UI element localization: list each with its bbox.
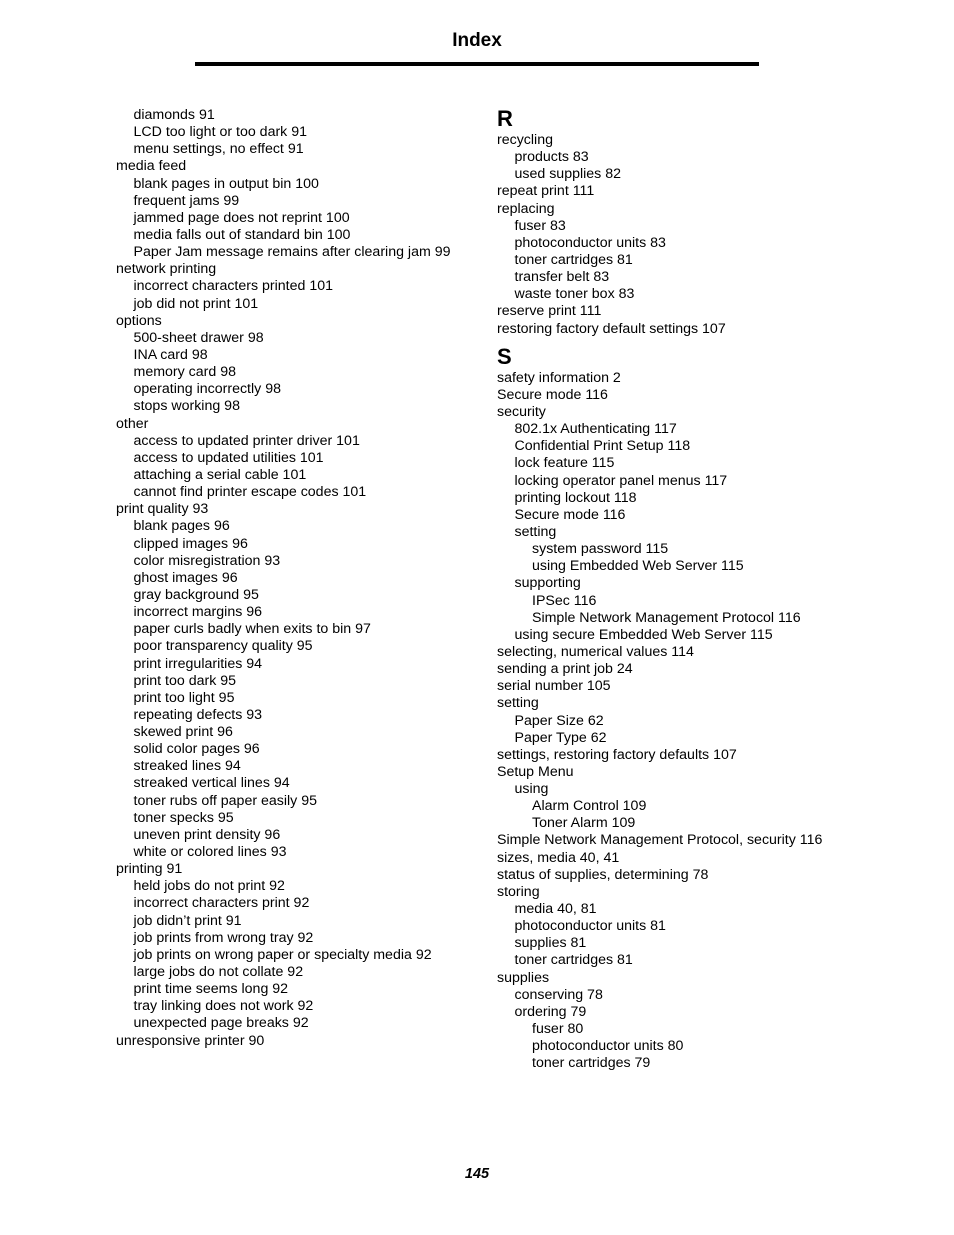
index-subentry: menu settings, no effect 91 (133, 141, 304, 158)
index-subentry: setting (514, 523, 557, 540)
index-subentry: toner rubs off paper easily 95 (133, 792, 318, 809)
index-entry: sizes, media 40, 41 (497, 849, 620, 866)
index-entry: Setup Menu (497, 763, 574, 780)
index-subentry: incorrect characters print 92 (133, 895, 310, 912)
index-entry: other (116, 415, 149, 432)
index-subentry: Paper Jam message remains after clearing jam 99 (133, 244, 451, 261)
index-subentry: toner cartridges 81 (514, 952, 633, 969)
index-subentry: diamonds 91 (133, 107, 215, 123)
index-subentry: using secure Embedded Web Server 115 (514, 626, 773, 643)
index-subentry: print too light 95 (133, 689, 235, 706)
index-subentry: used supplies 82 (514, 166, 621, 183)
index-subentry: tray linking does not work 92 (133, 998, 314, 1015)
index-entry: Secure mode 116 (497, 386, 608, 403)
index-subentry: Paper Type 62 (514, 729, 607, 746)
index-entry: Simple Network Management Protocol, security 116 (497, 832, 823, 849)
index-subentry: Confidential Print Setup 118 (514, 438, 691, 455)
page-number: 145 (464, 1166, 490, 1182)
index-subentry: photoconductor units 83 (514, 234, 666, 251)
index-subentry: Paper Size 62 (514, 712, 604, 729)
index-subentry: INA card 98 (133, 346, 208, 363)
index-subentry: photoconductor units 81 (514, 918, 666, 935)
index-subentry: solid color pages 96 (133, 741, 260, 758)
index-entry: supplies (497, 969, 550, 986)
index-subentry: poor transparency quality 95 (133, 638, 313, 655)
index-subentry: waste toner box 83 (514, 286, 635, 303)
index-subentry: attaching a serial cable 101 (133, 466, 307, 483)
index-subentry: clipped images 96 (133, 535, 248, 552)
index-entry: serial number 105 (497, 678, 611, 695)
index-subentry: photoconductor units 80 (532, 1038, 684, 1055)
index-subentry: toner specks 95 (133, 809, 234, 826)
index-subentry: unexpected page breaks 92 (133, 1015, 309, 1032)
index-entry: network printing (116, 261, 217, 278)
index-subentry: print irregularities 94 (133, 655, 263, 672)
index-entry: printing 91 (116, 861, 183, 878)
index-column-left (116, 107, 476, 1050)
index-subentry: LCD too light or too dark 91 (133, 124, 307, 141)
index-subentry: conserving 78 (514, 986, 603, 1003)
index-entry: print quality 93 (116, 501, 209, 518)
index-subentry: Simple Network Management Protocol 116 (532, 609, 801, 626)
index-subentry: using (514, 781, 549, 798)
index-entry: safety information 2 (497, 369, 621, 386)
index-column-right (497, 107, 857, 1072)
index-subentry: stops working 98 (133, 398, 240, 415)
index-entry: unresponsive printer 90 (116, 1032, 265, 1049)
index-section-letter: R (497, 106, 513, 131)
index-subentry: Secure mode 116 (514, 506, 626, 523)
index-subentry: fuser 80 (532, 1021, 584, 1038)
index-subentry: 802.1x Authenticating 117 (514, 421, 677, 438)
index-subentry: Alarm Control 109 (532, 798, 647, 815)
index-subentry: ghost images 96 (133, 569, 238, 586)
index-subentry: incorrect characters printed 101 (133, 278, 334, 295)
index-subentry: 500-sheet drawer 98 (133, 329, 264, 346)
index-subentry: incorrect margins 96 (133, 604, 263, 621)
index-subentry: print too dark 95 (133, 672, 237, 689)
index-subentry: printing lockout 118 (514, 489, 637, 506)
index-subentry: operating incorrectly 98 (133, 381, 281, 398)
index-subentry: fuser 83 (514, 217, 566, 234)
index-subentry: system password 115 (532, 541, 669, 558)
index-entry: media feed (116, 158, 187, 175)
index-subentry: blank pages 96 (133, 518, 230, 535)
index-entry: repeat print 111 (497, 183, 595, 200)
index-subentry: white or colored lines 93 (133, 844, 287, 861)
index-entry: selecting, numerical values 114 (497, 643, 694, 660)
index-section-letter: S (497, 343, 512, 369)
index-subentry: held jobs do not print 92 (133, 878, 285, 895)
index-subentry: ordering 79 (514, 1003, 587, 1020)
index-entry: reserve print 111 (497, 303, 602, 320)
index-subentry: IPSec 116 (532, 592, 597, 609)
index-entry: storing (497, 883, 540, 900)
header-rule (195, 62, 759, 66)
index-subentry: using Embedded Web Server 115 (532, 558, 744, 575)
index-subentry: streaked vertical lines 94 (133, 775, 290, 792)
index-subentry: toner cartridges 79 (532, 1055, 651, 1072)
index-subentry: repeating defects 93 (133, 706, 263, 723)
index-subentry: streaked lines 94 (133, 758, 241, 775)
index-subentry: skewed print 96 (133, 724, 233, 741)
index-subentry: transfer belt 83 (514, 269, 610, 286)
index-subentry: jammed page does not reprint 100 (133, 209, 350, 226)
index-subentry: color misregistration 93 (133, 552, 281, 569)
index-entry: recycling (497, 132, 553, 148)
index-subentry: large jobs do not collate 92 (133, 964, 304, 981)
index-entry: restoring factory default settings 107 (497, 320, 726, 337)
index-subentry: supporting (514, 575, 581, 592)
index-entry: options (116, 312, 162, 329)
index-entry: settings, restoring factory defaults 107 (497, 746, 737, 763)
index-subentry: cannot find printer escape codes 101 (133, 484, 367, 501)
index-entry: sending a print job 24 (497, 661, 633, 678)
index-subentry: print time seems long 92 (133, 981, 289, 998)
index-subentry: media falls out of standard bin 100 (133, 226, 351, 243)
index-entry: status of supplies, determining 78 (497, 866, 709, 883)
index-subentry: blank pages in output bin 100 (133, 175, 319, 192)
index-subentry: frequent jams 99 (133, 192, 240, 209)
index-subentry: memory card 98 (133, 364, 236, 381)
index-subentry: uneven print density 96 (133, 826, 281, 843)
index-subentry: lock feature 115 (514, 455, 615, 472)
index-subentry: supplies 81 (514, 935, 587, 952)
index-subentry: locking operator panel menus 117 (514, 472, 728, 489)
index-subentry: access to updated utilities 101 (133, 449, 324, 466)
section-gap (497, 338, 857, 345)
index-subentry: gray background 95 (133, 586, 259, 603)
index-subentry: products 83 (514, 149, 589, 166)
index-subentry: Toner Alarm 109 (532, 815, 636, 832)
index-subentry: job prints on wrong paper or specialty media 92 (133, 946, 432, 963)
index-subentry: job didn’t print 91 (133, 912, 242, 929)
index-entry: security (497, 403, 546, 420)
page-title: Index (452, 30, 502, 51)
index-subentry: toner cartridges 81 (514, 251, 633, 268)
index-subentry: access to updated printer driver 101 (133, 432, 360, 449)
index-subentry: paper curls badly when exits to bin 97 (133, 621, 371, 638)
index-subentry: job did not print 101 (133, 295, 259, 312)
index-subentry: job prints from wrong tray 92 (133, 929, 314, 946)
index-entry: replacing (497, 200, 555, 217)
index-entry: setting (497, 695, 539, 712)
index-subentry: media 40, 81 (514, 901, 597, 918)
